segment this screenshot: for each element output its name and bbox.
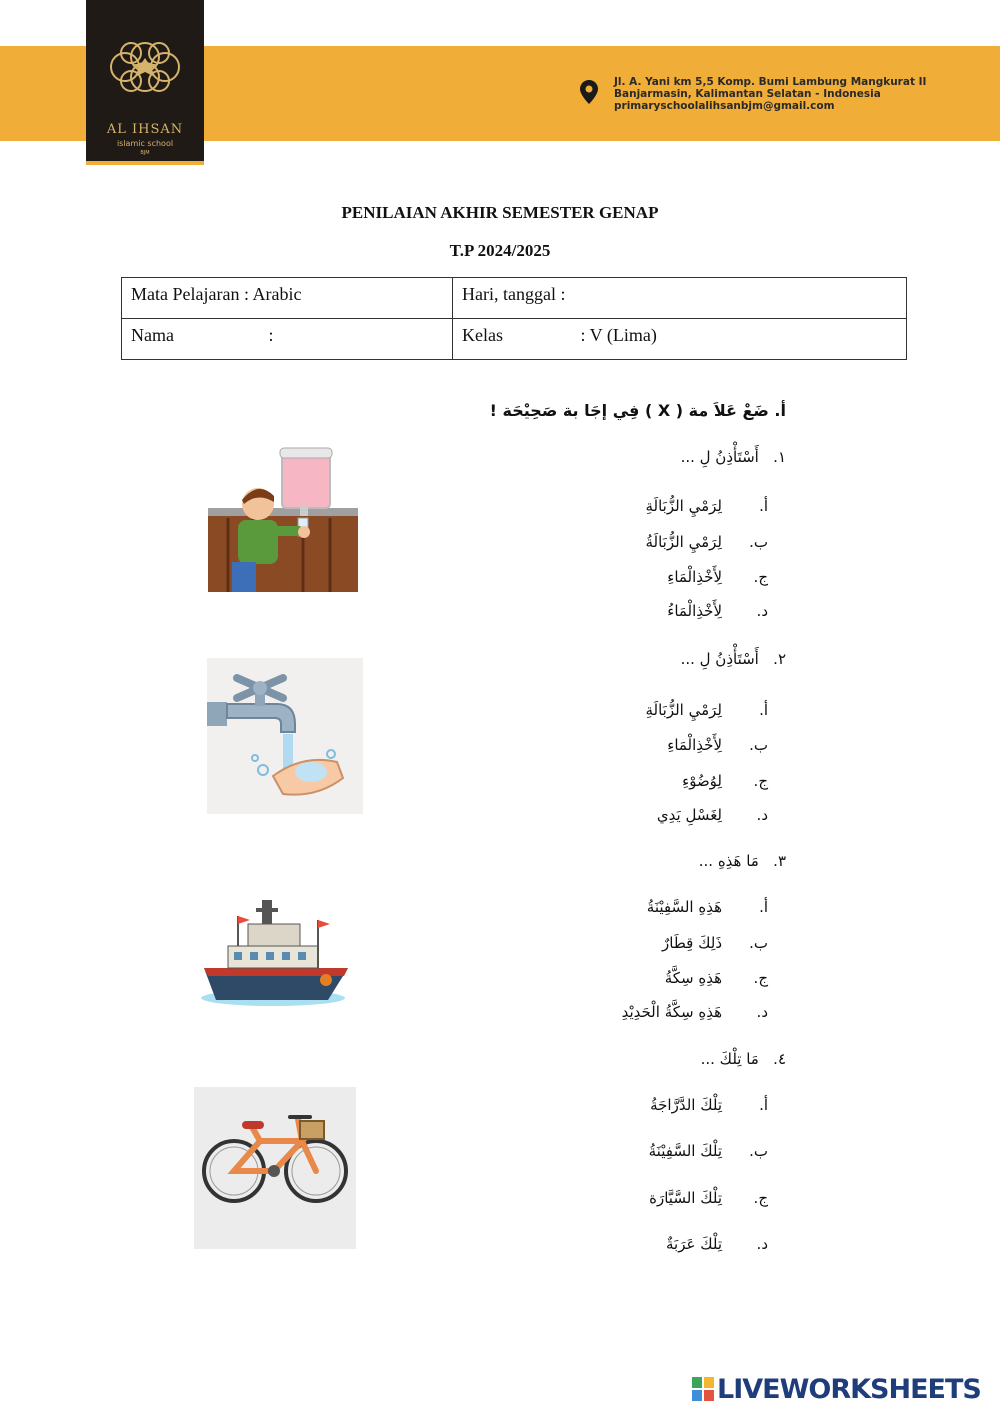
school-year: T.P 2024/2025 bbox=[449, 241, 551, 260]
subject-label: Mata Pelajaran bbox=[131, 284, 240, 304]
day-cell[interactable] bbox=[453, 278, 907, 319]
liveworksheets-logo-icon bbox=[692, 1377, 714, 1401]
option-letter[interactable]: أ. bbox=[759, 497, 768, 515]
ship-picture bbox=[198, 890, 348, 1010]
option-letter[interactable]: ج. bbox=[753, 568, 768, 586]
option-letter[interactable]: د. bbox=[756, 806, 768, 824]
name-label: Nama bbox=[131, 325, 174, 345]
option-text[interactable]: لِرَمْيِ الزُّبَالَةِ bbox=[645, 701, 722, 719]
school-address bbox=[614, 76, 926, 112]
logo-name: AL IHSAN bbox=[106, 122, 184, 137]
option-letter[interactable]: أ. bbox=[759, 701, 768, 719]
question-number: ٣. bbox=[773, 852, 786, 870]
option-letter[interactable]: د. bbox=[756, 1003, 768, 1021]
question-3 bbox=[699, 852, 786, 870]
question-2 bbox=[681, 650, 786, 668]
option-text[interactable]: تِلْكَ الدَّرَّاجَةُ bbox=[650, 1096, 722, 1114]
option-letter[interactable]: ب. bbox=[749, 1142, 768, 1160]
logo-city: BJM bbox=[140, 150, 150, 156]
subject-cell bbox=[122, 278, 453, 319]
class-label: Kelas bbox=[462, 325, 503, 345]
question-1 bbox=[681, 448, 786, 466]
address-line: Banjarmasin, Kalimantan Selatan - Indonesia bbox=[614, 88, 881, 100]
option-text[interactable]: لِأَخْذِالْمَاءِ bbox=[667, 736, 722, 754]
question-text: أَسْتَأْذِنُ لِ ... bbox=[680, 650, 759, 668]
location-pin-icon bbox=[580, 80, 598, 104]
liveworksheets-watermark bbox=[692, 1374, 981, 1405]
handwashing-picture bbox=[207, 658, 363, 814]
option-text[interactable]: لِغَسْلِ يَدِي bbox=[656, 806, 722, 824]
logo-subtitle: islamic school bbox=[116, 139, 174, 148]
day-label: Hari, tanggal bbox=[462, 284, 556, 304]
option-letter[interactable]: ب. bbox=[749, 934, 768, 952]
option-text[interactable]: هَذِهِ سِكَّةُ الْحَدِيْدِ bbox=[621, 1003, 722, 1021]
question-number: ٢. bbox=[773, 650, 786, 668]
instruction: أ. ضَعْ عَلاَ مة ( X ) فِي إجَا بة صَحِيْحَة ! bbox=[489, 401, 786, 420]
bicycle-picture bbox=[194, 1087, 356, 1249]
option-letter[interactable]: ب. bbox=[749, 533, 768, 551]
option-text[interactable]: تِلْكَ السَّيَّارَة bbox=[649, 1189, 722, 1207]
name-cell[interactable] bbox=[122, 319, 453, 360]
email-line: primaryschoolalihsanbjm@gmail.com bbox=[614, 100, 835, 112]
question-number: ١. bbox=[773, 448, 786, 466]
option-text[interactable]: تِلْكَ السَّفِيْنَةُ bbox=[648, 1142, 722, 1160]
option-letter[interactable]: ج. bbox=[753, 969, 768, 987]
question-text: مَا تِلْكَ ... bbox=[700, 1050, 759, 1068]
option-letter[interactable]: أ. bbox=[759, 1096, 768, 1114]
address-line: Jl. A. Yani km 5,5 Komp. Bumi Lambung Mangkurat II bbox=[614, 76, 927, 88]
option-letter[interactable]: ج. bbox=[753, 1189, 768, 1207]
class-cell bbox=[453, 319, 907, 360]
option-text[interactable]: لِرَمْيِ الزُّبَالَةُ bbox=[645, 533, 722, 551]
question-text: مَا هَذِهِ ... bbox=[698, 852, 759, 870]
class-value: : V (Lima) bbox=[580, 325, 657, 345]
question-4 bbox=[701, 1050, 786, 1068]
option-text[interactable]: ذَلِكَ قِطَارٌ bbox=[662, 934, 722, 952]
exam-title: PENILAIAN AKHIR SEMESTER GENAP bbox=[341, 203, 659, 222]
option-text[interactable]: لِأَخْذِالْمَاءِ bbox=[667, 568, 722, 586]
option-letter[interactable]: ب. bbox=[749, 736, 768, 754]
name-value: : bbox=[268, 325, 274, 345]
option-letter[interactable]: أ. bbox=[759, 898, 768, 916]
subject-value: : Arabic bbox=[243, 284, 302, 304]
school-logo bbox=[86, 0, 204, 165]
option-text[interactable]: لِوُضُوْءِ bbox=[682, 772, 722, 790]
logo-ornament-icon bbox=[86, 0, 204, 120]
option-text[interactable]: لِرَمْيِ الزُّبَالَةِ bbox=[645, 497, 722, 515]
option-text[interactable]: تِلْكَ عَرَبَةٌ bbox=[666, 1235, 722, 1253]
option-letter[interactable]: د. bbox=[756, 602, 768, 620]
water-dispenser-picture bbox=[208, 444, 358, 592]
watermark-text: LIVEWORKSHEETS bbox=[717, 1374, 981, 1405]
question-number: ٤. bbox=[773, 1050, 786, 1068]
option-letter[interactable]: ج. bbox=[753, 772, 768, 790]
student-info-table bbox=[121, 277, 907, 360]
option-text[interactable]: هَذِهِ السَّفِيْنَةُ bbox=[646, 898, 722, 916]
option-text[interactable]: لِأَخْذِالْمَاءُ bbox=[667, 602, 722, 620]
option-letter[interactable]: د. bbox=[756, 1235, 768, 1253]
day-value: : bbox=[560, 284, 566, 304]
logo-underline bbox=[86, 161, 204, 165]
question-text: أَسْتَأْذِنُ لِ ... bbox=[680, 448, 759, 466]
option-text[interactable]: هَذِهِ سِكَّةُ bbox=[664, 969, 722, 987]
